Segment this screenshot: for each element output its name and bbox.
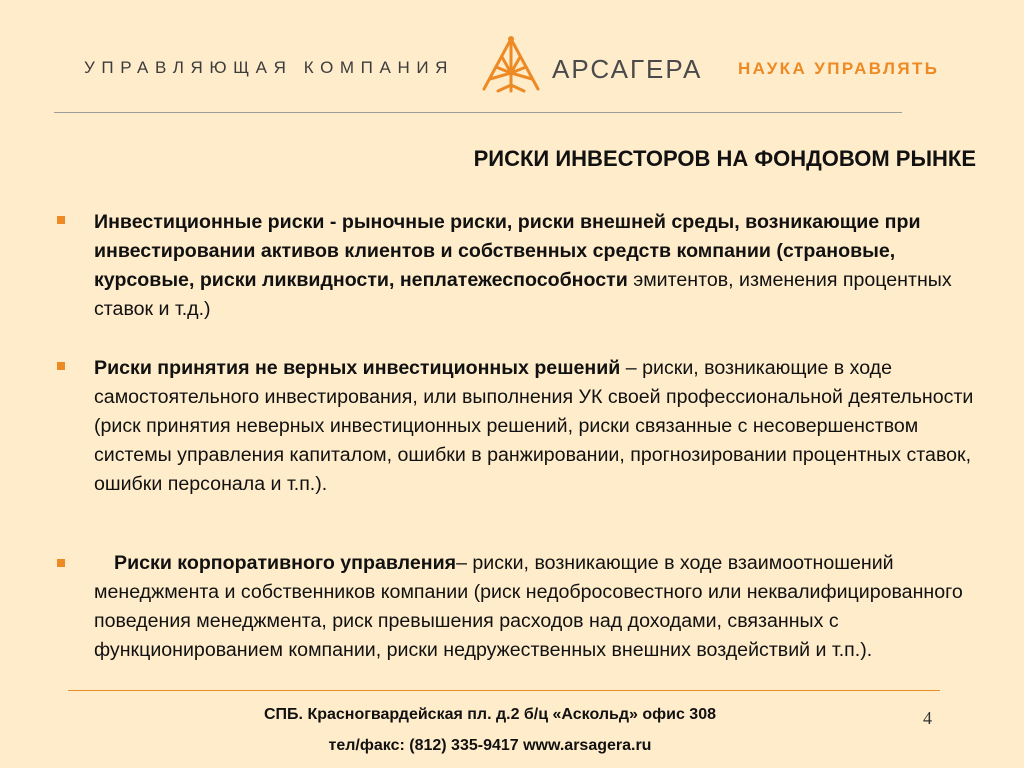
list-item <box>94 354 984 499</box>
tagline: НАУКА УПРАВЛЯТЬ <box>738 59 940 78</box>
bullet-icon <box>57 216 65 224</box>
list-item-text: эмитентов, изменения процентных ставок и т.д.) <box>94 269 952 320</box>
bullet-icon <box>57 559 65 567</box>
list-item-text: – риски, возникающие в ходе взаимоотношений менеджмента и собственников компании (риск недобросовестного или неквалифицированного поведения менеджмента, риск превышения расходов над доходами, связанных с функционированием компании, риски недружественных внешних воздействий и т.п.). <box>94 552 963 661</box>
list-item-bold: Риски корпоративного управления <box>114 552 457 574</box>
header-divider <box>54 112 902 113</box>
list-item-text: – риски, возникающие в ходе самостоятельного инвестирования, или выполнения УК своей профессиональной деятельности (риск принятия неверных инвестиционных решений, риски связанные с несовершенством системы управления капиталом, ошибки в ранжировании, прогнозировании процентных ставок, ошибки персонала и т.п.). <box>94 357 974 495</box>
list-item-bold: Инвестиционные риски - рыночные риски, риски внешней среды, возникающие при инвестировании активов клиентов и собственных средств компании (страновые, курсовые, риски ликвидности, неплатежеспособности <box>94 211 921 291</box>
brand-name: АРСАГЕРА <box>552 54 703 84</box>
bullet-icon <box>57 362 65 370</box>
page-number: 4 <box>923 708 932 728</box>
list-item <box>94 549 984 665</box>
company-label: УПРАВЛЯЮЩАЯ КОМПАНИЯ <box>84 58 455 77</box>
list-item <box>94 208 984 324</box>
slide-title: РИСКИ ИНВЕСТОРОВ НА ФОНДОВОМ РЫНКЕ <box>473 146 976 171</box>
footer-contacts: тел/факс: (812) 335-9417 www.arsagera.ru <box>328 737 652 754</box>
list-item-bold: Риски принятия не верных инвестиционных решений <box>94 357 621 379</box>
arsagera-logo-icon <box>476 33 546 97</box>
footer-address: СПБ. Красногвардейская пл. д.2 б/ц «Аскольд» офис 308 <box>264 706 716 723</box>
footer-divider <box>68 690 940 691</box>
